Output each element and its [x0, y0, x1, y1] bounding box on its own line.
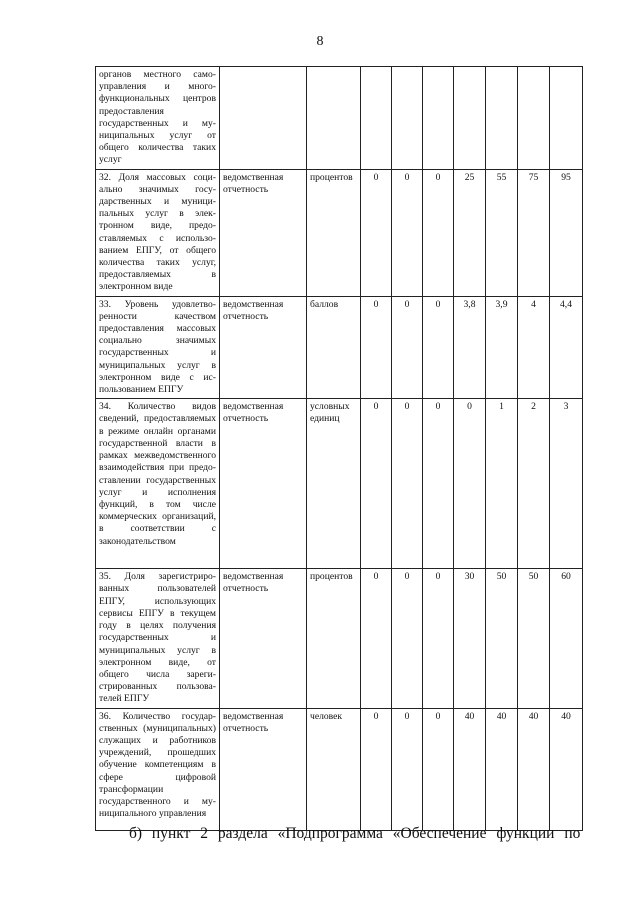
table-row	[96, 399, 583, 569]
value-cell: 50	[486, 569, 518, 708]
value-cell: 0	[392, 296, 423, 399]
source-cell: ведомственная отчетность	[220, 569, 307, 708]
value-cell	[518, 67, 550, 170]
value-cell: 40	[454, 708, 486, 830]
value-cell: 0	[392, 569, 423, 708]
indicator-name-cell: органов местного самоуправления и многофункциональных центров предоставления государственных и муниципальных услуг от общего количества таких услуг	[96, 67, 220, 170]
source-cell: ведомственная отчетность	[220, 296, 307, 399]
value-cell	[423, 67, 454, 170]
table-row	[96, 67, 583, 170]
value-cell	[361, 67, 392, 170]
table-row	[96, 169, 583, 296]
value-cell: 0	[361, 399, 392, 569]
value-cell: 40	[550, 708, 583, 830]
value-cell: 0	[361, 296, 392, 399]
value-cell: 4	[518, 296, 550, 399]
value-cell: 0	[392, 169, 423, 296]
value-cell	[392, 67, 423, 170]
table-row	[96, 296, 583, 399]
table-body	[96, 67, 583, 831]
value-cell: 4,4	[550, 296, 583, 399]
value-cell: 2	[518, 399, 550, 569]
value-cell: 0	[361, 569, 392, 708]
value-cell: 0	[423, 169, 454, 296]
table-row	[96, 569, 583, 708]
page-number: 8	[316, 34, 324, 49]
value-cell: 95	[550, 169, 583, 296]
value-cell: 0	[423, 708, 454, 830]
value-cell: 55	[486, 169, 518, 296]
value-cell	[486, 67, 518, 170]
value-cell: 3,9	[486, 296, 518, 399]
indicators-table	[95, 66, 583, 831]
bottom-text: б) пункт 2 раздела «Подпрограмма «Обеспечение функции по	[129, 825, 581, 842]
value-cell: 0	[423, 569, 454, 708]
value-cell: 0	[361, 169, 392, 296]
indicator-name-cell: 36. Количество государственных (муниципальных) служащих и работников учреждений, прошедших обучение компетенциям в сфере цифровой трансформации государственного и муниципального управления	[96, 708, 220, 830]
indicator-name-cell: 34. Количество видов сведений, предоставляемых в режиме онлайн органами государственной власти в рамках межведомственного взаимодействия при предоставлении государственных услуг и исполнения функций, в том числе коммерческих организаций, в соответствии с законодательством	[96, 399, 220, 569]
source-cell: ведомственная отчетность	[220, 169, 307, 296]
unit-cell	[307, 67, 361, 170]
value-cell: 1	[486, 399, 518, 569]
unit-cell: процентов	[307, 169, 361, 296]
value-cell	[454, 67, 486, 170]
unit-cell: человек	[307, 708, 361, 830]
value-cell: 3	[550, 399, 583, 569]
value-cell: 3,8	[454, 296, 486, 399]
value-cell: 0	[423, 296, 454, 399]
value-cell: 25	[454, 169, 486, 296]
indicator-name-cell: 32. Доля массовых социально значимых государственных и муниципальных услуг в электронном виде, предоставляемых с использованием ЕПГУ, от общего количества таких услуг, предоставляемых в электронном виде	[96, 169, 220, 296]
value-cell	[550, 67, 583, 170]
source-cell: ведомственная отчетность	[220, 399, 307, 569]
unit-cell: условных единиц	[307, 399, 361, 569]
unit-cell: процентов	[307, 569, 361, 708]
value-cell: 40	[518, 708, 550, 830]
value-cell: 40	[486, 708, 518, 830]
value-cell: 30	[454, 569, 486, 708]
value-cell: 75	[518, 169, 550, 296]
value-cell: 0	[361, 708, 392, 830]
table-row	[96, 708, 583, 830]
value-cell: 0	[392, 399, 423, 569]
value-cell: 50	[518, 569, 550, 708]
source-cell	[220, 67, 307, 170]
value-cell: 0	[392, 708, 423, 830]
value-cell: 0	[454, 399, 486, 569]
indicator-name-cell: 35. Доля зарегистрированных пользователей ЕПГУ, использующих сервисы ЕПГУ в текущем году в целях получения государственных и муниципальных услуг в электронном виде, от общего числа зарегистрированных пользователей ЕПГУ	[96, 569, 220, 708]
value-cell: 60	[550, 569, 583, 708]
value-cell: 0	[423, 399, 454, 569]
source-cell: ведомственная отчетность	[220, 708, 307, 830]
indicator-name-cell: 33. Уровень удовлетворенности качеством предоставления массовых социально значимых государственных и муниципальных услуг в электронном виде с использованием ЕПГУ	[96, 296, 220, 399]
unit-cell: баллов	[307, 296, 361, 399]
